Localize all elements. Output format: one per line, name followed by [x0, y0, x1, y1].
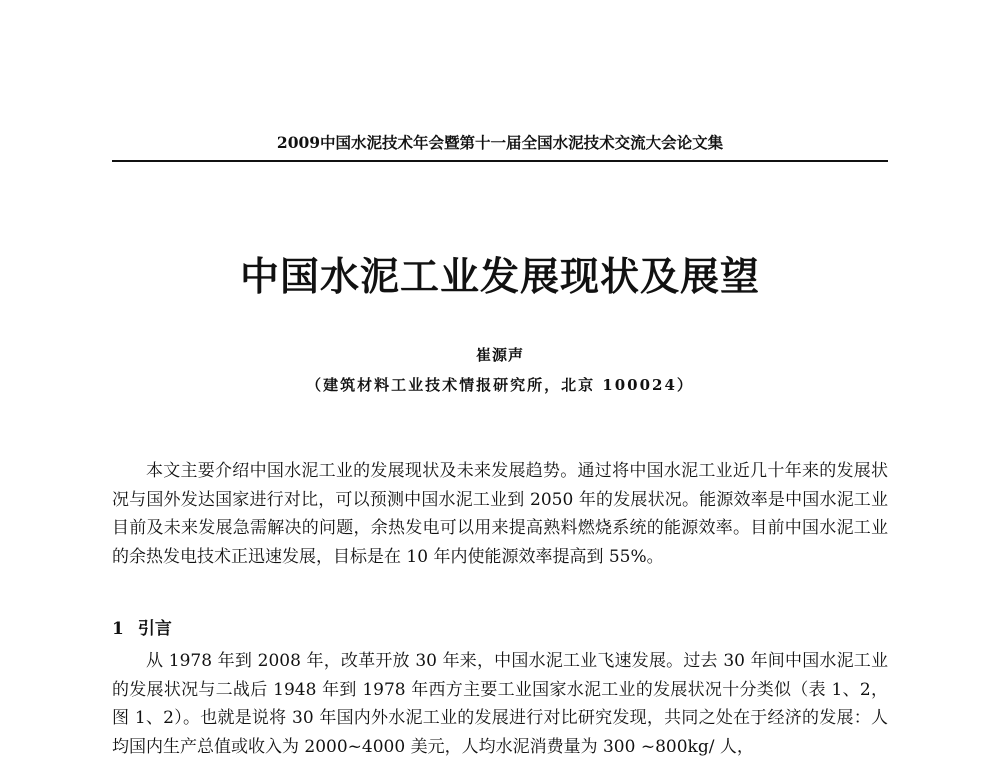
abstract-paragraph: 本文主要介绍中国水泥工业的发展现状及未来发展趋势。通过将中国水泥工业近几十年来的发展状况与国外发达国家进行对比，可以预测中国水泥工业到 2050 年的发展状况。能源效率是中国水泥工业目前及未来发展急需解决的问题，余热发电可以用来提高熟料燃烧系统的能源效率。目前中国水泥工业的余热发电技术正迅速发展，目标是在 10 年内使能源效率提高到 55%。: [112, 461, 888, 567]
author-name: 崔源声: [475, 346, 524, 364]
section-heading: [112, 614, 172, 639]
running-header: 2009中国水泥技术年会暨第十一届全国水泥技术交流大会论文集: [276, 133, 724, 152]
author-affiliation: （建筑材料工业技术情报研究所，北京 100024）: [306, 376, 694, 394]
header-rule: [112, 160, 888, 162]
section-number: 1: [112, 619, 124, 639]
section-title: 引言: [137, 619, 172, 639]
paper-title: 中国水泥工业发展现状及展望: [239, 254, 760, 300]
intro-paragraph: 从 1978 年到 2008 年，改革开放 30 年来，中国水泥工业飞速发展。过去 30 年间中国水泥工业的发展状况与二战后 1948 年到 1978 年西方主要工业国家水泥工业的发展状况十分类似（表 1、2，图 1、2）。也就是说将 30 年国内外水泥工业的发展进行对比研究发现，共同之处在于经济的发展：人均国内生产总值或收入为 2000~4000 美元，人均水泥消费量为 300 ~800kg/ 人，: [112, 651, 888, 757]
